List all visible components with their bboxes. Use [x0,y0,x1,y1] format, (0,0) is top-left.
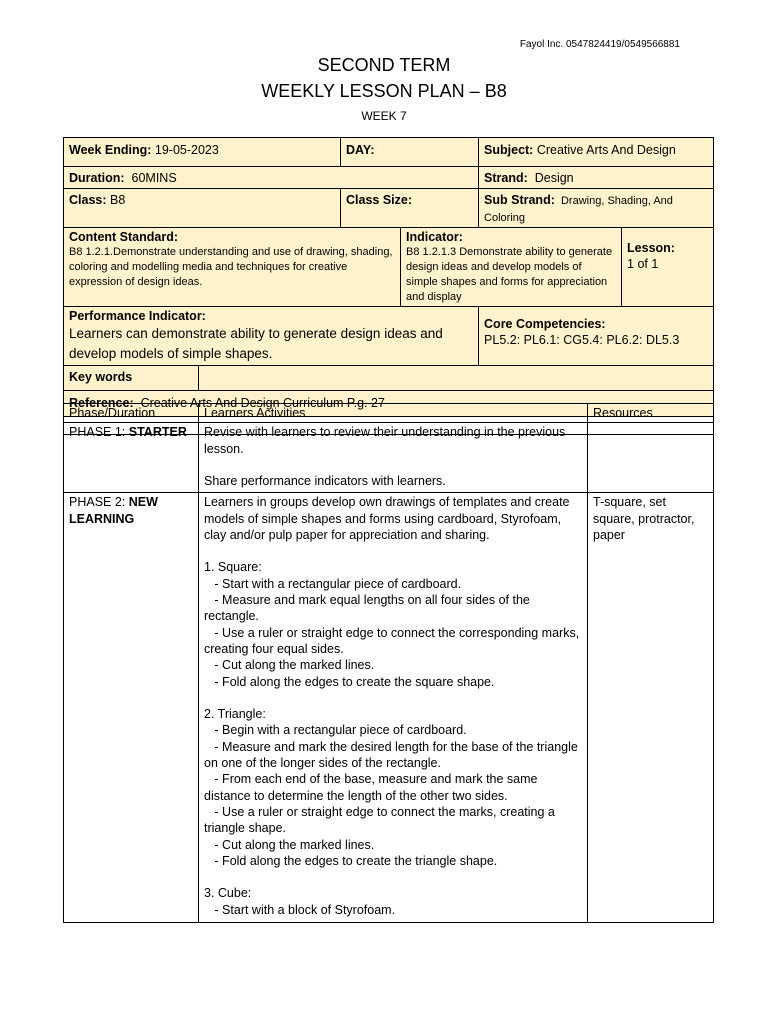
performance-indicator-value: Learners can demonstrate ability to generate design ideas and develop models of simple shapes. [69,326,443,361]
duration-cell [64,167,479,189]
phase2-prefix: PHASE 2: [69,495,129,510]
lesson-info-table [63,137,714,435]
indicator-label: Indicator: [406,230,463,244]
header-activities: Learners Activities [199,404,588,423]
header-phase: Phase/Duration [64,404,199,423]
lesson-activities-table [63,403,714,923]
week-ending-cell [64,138,341,167]
title-term: SECOND TERM [317,55,451,75]
content-standard-cell [64,228,401,307]
phase2-title-b: LEARNING [69,511,135,526]
indicator-cell [401,228,622,307]
week-ending-label: Week Ending: [69,143,152,157]
phase2-activities: Learners in groups develop own drawings of templates and create models of simple shapes and forms using cardboard, Styrofoam, clay and/or pulp paper for appreciation and sharing. 1. Square: - Start with a rectangular piece of cardboard. - Measure and mark equal lengths on all four sides of the rectangle. - Use a ruler or straight edge to connect the corresponding marks, creating four equal sides. - Cut along the marked lines. - Fold along the edges to create the square shape. 2. Triangle: - Begin with a rectangular piece of cardboard. - Measure and mark the desired length for the base of the triangle on one of the longer sides of the rectangle. - From each end of the base, measure and mark the same distance to determine the length of the other two sides. - Use a ruler or straight edge to connect the marks, creating a triangle shape. - Cut along the marked lines. - Fold along the edges to create the triangle shape. 3. Cube: - Start with a block of Styrofoam. [199,493,588,923]
title-week: WEEK 7 [361,109,407,123]
day-label: DAY: [346,143,375,157]
content-standard-value: B8 1.2.1.Demonstrate understanding and use of drawing, shading, coloring and modelling media and techniques for creative expression of design ideas. [69,246,393,288]
phase2-title-a: NEW [128,495,158,510]
class-value: B8 [106,193,126,207]
phase1-resources [588,423,714,493]
header-resources: Resources [588,404,714,423]
keywords-value-cell [199,366,714,391]
phase1-prefix: PHASE 1: [69,425,129,440]
indicator-value: B8 1.2.1.3 Demonstrate ability to generate design ideas and develop models of simple shapes and forms for appreciation and display [406,246,613,303]
sub-strand-cell [479,189,714,228]
core-competencies-cell [479,307,714,366]
strand-label: Strand: [484,171,528,185]
day-cell [341,138,479,167]
keywords-label: Key words [69,370,133,384]
class-size-cell [341,189,479,228]
performance-indicator-cell [64,307,479,366]
sub-strand-label: Sub Strand: [484,193,555,207]
sub-strand-value: Drawing, Shading, And Coloring [484,195,676,224]
performance-indicator-label: Performance Indicator: [69,309,206,323]
reference-label: Reference: [69,396,134,410]
phase1-title: STARTER [128,425,187,440]
subject-value: Creative Arts And Design [533,143,676,157]
duration-value: 60MINS [124,171,177,185]
keywords-label-cell [64,366,199,391]
class-cell [64,189,341,228]
lesson-value: 1 of 1 [627,257,659,271]
duration-label: Duration: [69,171,125,185]
strand-value: Design [527,171,574,185]
class-label: Class: [69,193,107,207]
lesson-cell [622,228,714,307]
title-block [0,52,768,126]
lesson-label: Lesson: [627,241,675,255]
header-contact: Fayol Inc. 0547824419/0549566881 [519,39,680,50]
title-plan: WEEKLY LESSON PLAN – B8 [261,81,507,101]
subject-cell [479,138,714,167]
phase2-cell [64,493,199,923]
content-standard-label: Content Standard: [69,230,179,244]
phase1-cell [64,423,199,493]
strand-cell [479,167,714,189]
core-competencies-value: PL5.2: PL6.1: CG5.4: PL6.2: DL5.3 [484,333,680,347]
week-ending-value: 19-05-2023 [151,143,219,157]
class-size-label: Class Size: [346,193,413,207]
core-competencies-label: Core Competencies: [484,317,606,331]
reference-value: Creative Arts And Design Curriculum P.g. 27 [133,396,385,410]
phase1-activities: Revise with learners to review their understanding in the previous lesson. Share performance indicators with learners. [199,423,588,493]
phase2-resources: T-square, set square, protractor, paper [588,493,714,923]
subject-label: Subject: [484,143,534,157]
